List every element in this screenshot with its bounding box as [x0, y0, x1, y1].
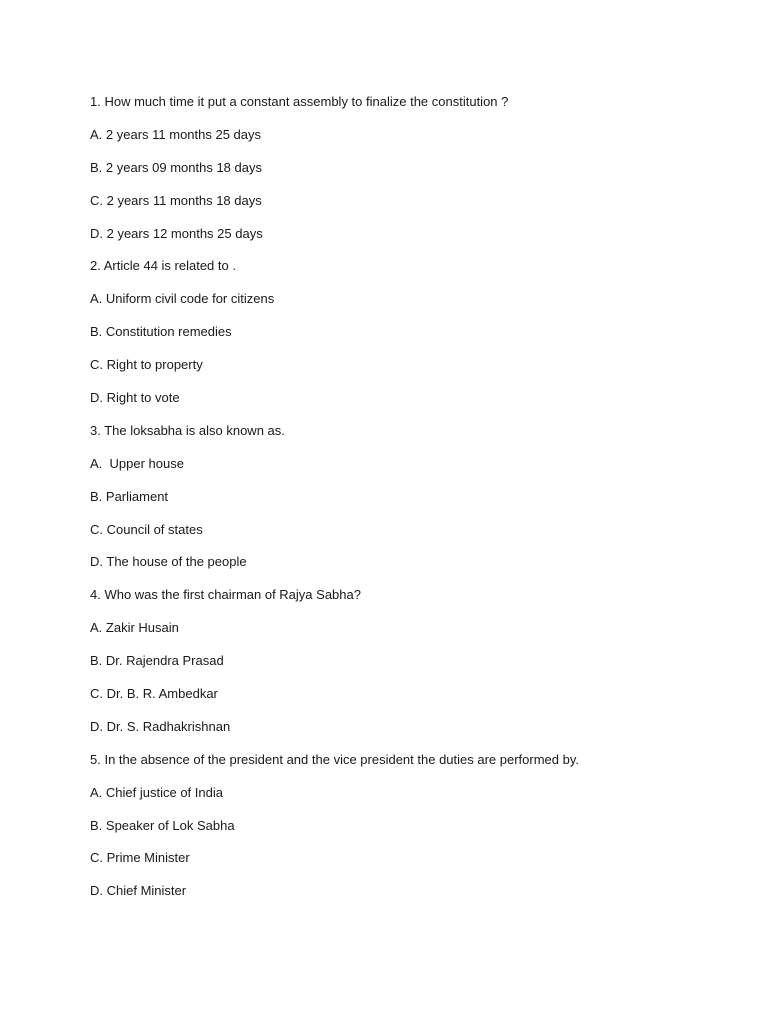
question-4-option-b: B. Dr. Rajendra Prasad: [90, 653, 224, 669]
question-5-option-d: D. Chief Minister: [90, 883, 187, 899]
question-3-option-d: D. The house of the people: [90, 554, 247, 570]
question-5: 5. In the absence of the president and the vice president the duties are performed by.: [90, 751, 580, 767]
question-2-option-a: A. Uniform civil code for citizens: [90, 291, 275, 307]
question-3-option-c: C. Council of states: [90, 521, 203, 537]
question-5-option-c: C. Prime Minister: [90, 850, 190, 866]
question-3-option-a: A. Upper house: [90, 455, 184, 471]
question-1-option-a: A. 2 years 11 months 25 days: [90, 126, 262, 142]
question-1: 1. How much time it put a constant assembly to finalize the constitution ?: [90, 94, 509, 109]
question-5-option-a: A. Chief justice of India: [90, 784, 223, 800]
question-4-option-a: A. Zakir Husain: [90, 620, 179, 636]
question-3: 3. The loksabha is also known as.: [90, 422, 285, 438]
question-2: 2. Article 44 is related to .: [90, 258, 236, 274]
question-3-option-b: B. Parliament: [90, 488, 169, 504]
question-1-option-c: C. 2 years 11 months 18 days: [90, 192, 262, 208]
question-1-option-d: D. 2 years 12 months 25 days: [90, 225, 263, 241]
question-1-option-b: B. 2 years 09 months 18 days: [90, 159, 262, 175]
question-2-option-d: D. Right to vote: [90, 390, 180, 406]
question-2-option-c: C. Right to property: [90, 357, 203, 373]
question-4-option-d: D. Dr. S. Radhakrishnan: [90, 718, 231, 734]
question-2-option-b: B. Constitution remedies: [90, 324, 232, 340]
question-4: 4. Who was the first chairman of Rajya Sabha?: [90, 587, 361, 603]
question-4-option-c: C. Dr. B. R. Ambedkar: [90, 686, 218, 702]
question-5-option-b: B. Speaker of Lok Sabha: [90, 817, 235, 833]
quiz-content: [90, 92, 730, 914]
